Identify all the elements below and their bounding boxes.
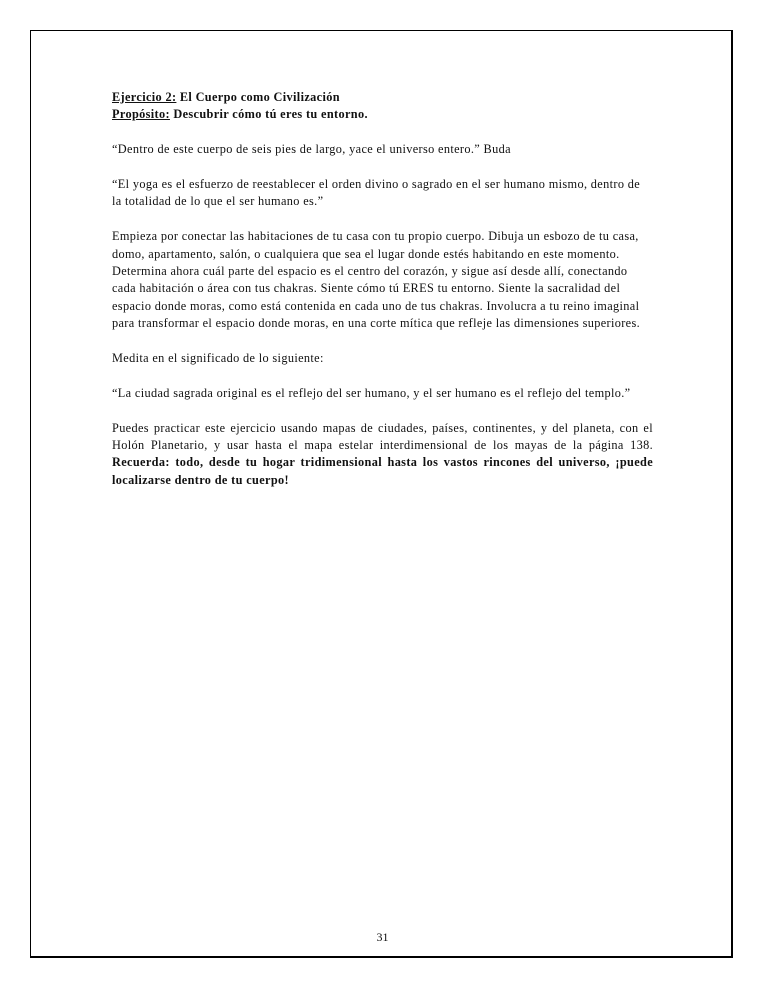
buddha-quote: “Dentro de este cuerpo de seis pies de largo, yace el universo entero.” Buda — [112, 142, 511, 157]
meditate-prompt: Medita en el significado de lo siguiente: — [112, 351, 324, 366]
instructions-paragraph: Empieza por conectar las habitaciones de tu casa con tu propio cuerpo. Dibuja un esbozo de tu casa, domo, apartamento, salón, o cualquiera que sea el lugar donde estés habitando en este momento. Determina ahora cuál parte del espacio es el centro del corazón, y sigue así desde allí, conectando cada habitación o área con tus chakras. Siente cómo tú ERES tu entorno. Siente la sacralidad del espacio donde moras, como está contenida en cada uno de tus chakras. Involucra a tu reino imaginal para transformar el espacio donde moras, en una corte mítica que refleje las dimensiones superiores. — [112, 229, 641, 331]
exercise-label: Ejercicio 2: — [112, 90, 177, 104]
purpose-label: Propósito: — [112, 107, 170, 122]
purpose-heading — [112, 106, 653, 123]
practice-paragraph — [112, 420, 653, 490]
city-quote: “La ciudad sagrada original es el reflejo del ser humano, y el ser humano es el reflejo del templo.” — [112, 385, 631, 400]
page-number: 31 — [376, 930, 389, 944]
page-content — [112, 89, 653, 489]
practice-bold-reminder: Recuerda: todo, desde tu hogar tridimensional hasta los vastos rincones del universo, ¡puede localizarse dentro de tu cuerpo! — [112, 455, 653, 487]
practice-text: Puedes practicar este ejercicio usando mapas de ciudades, países, continentes, y del planeta, con el Holón Planetario, y usar hasta el mapa estelar interdimensional de los mayas de la página 138. — [112, 420, 653, 453]
exercise-heading — [112, 89, 653, 106]
purpose-text: Descubrir cómo tú eres tu entorno. — [169, 107, 368, 122]
yoga-quote: “El yoga es el esfuerzo de reestablecer el orden divino o sagrado en el ser humano mismo, dentro de la totalidad de lo que el ser humano es.” — [112, 177, 641, 209]
exercise-title: El Cuerpo como Civilización — [176, 90, 340, 104]
